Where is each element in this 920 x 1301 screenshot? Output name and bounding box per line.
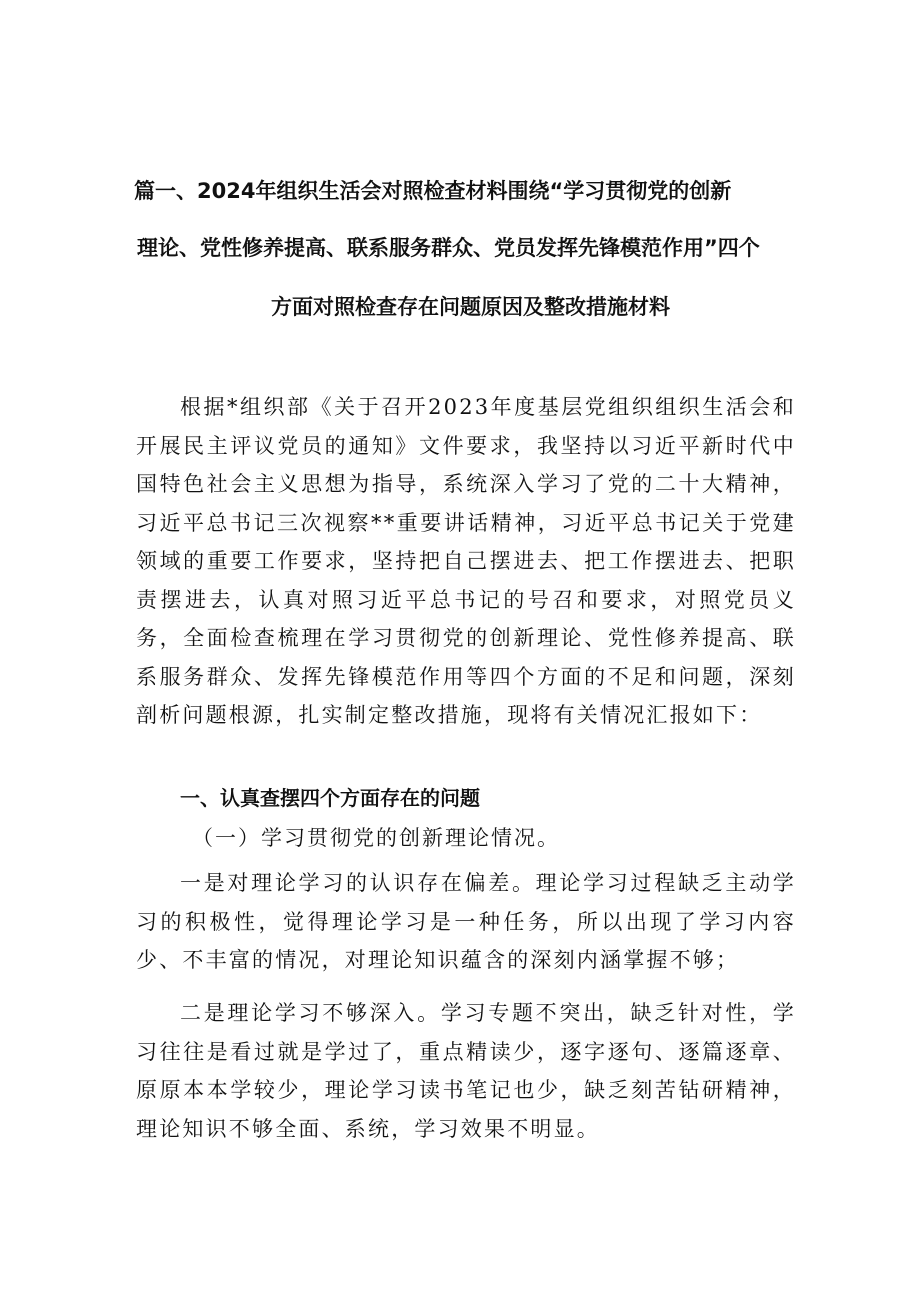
- document-title-line-3: 方面对照检查存在问题原因及整改措施材料: [271, 295, 670, 319]
- subsection-heading: （一）学习贯彻党的创新理论情况。: [192, 826, 560, 850]
- point-paragraph-1: 一是对理论学习的认识存在偏差。理论学习过程缺乏主动学习的积极性，觉得理论学习是一种任务，所以出现了学习内容少、不丰富的情况，对理论知识蕴含的深刻内涵掌握不够；: [136, 871, 796, 972]
- document-title-line-2: 理论、党性修养提高、联系服务群众、党员发挥先锋模范作用”四个: [137, 236, 760, 260]
- point-paragraph-2: 二是理论学习不够深入。学习专题不突出，缺乏针对性，学习往往是看过就是学过了，重点精读少，逐字逐句、逐篇逐章、原原本本学较少，理论学习读书笔记也少，缺乏刻苦钻研精神，理论知识不够全面、系统，学习效果不明显。: [136, 1001, 796, 1141]
- section-heading: 一、认真查摆四个方面存在的问题: [180, 786, 480, 810]
- document-title-line-1: 篇一、2024年组织生活会对照检查材料围绕“学习贯彻党的创新: [134, 179, 732, 203]
- intro-paragraph: 根据*组织部《关于召开2023年度基层党组织组织生活会和开展民主评议党员的通知》文件要求，我坚持以习近平新时代中国特色社会主义思想为指导，系统深入学习了党的二十大精神，习近平总书记三次视察**重要讲话精神，习近平总书记关于党建领域的重要工作要求，坚持把自己摆进去、把工作摆进去、把职责摆进去，认真对照习近平总书记的号召和要求，对照党员义务，全面检查梳理在学习贯彻党的创新理论、党性修养提高、联系服务群众、发挥先锋模范作用等四个方面的不足和问题，深刻剖析问题根源，扎实制定整改措施，现将有关情况汇报如下：: [136, 395, 796, 727]
